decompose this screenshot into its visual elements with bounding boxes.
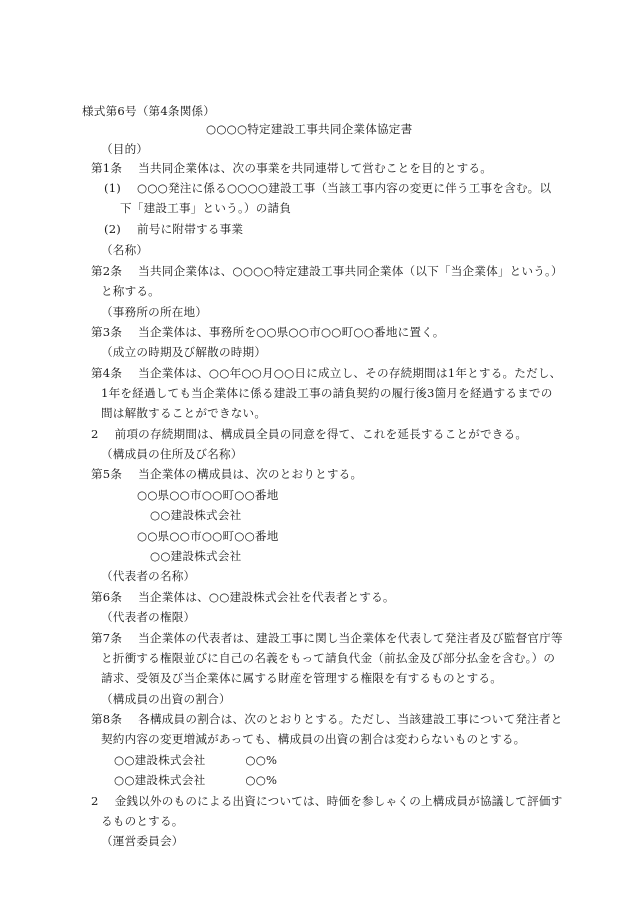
article-8-paragraph-2-cont: るものとする。 — [101, 814, 184, 828]
article-1-item-2 — [104, 221, 243, 237]
section-heading-period: （成立の時期及び解散の時期） — [101, 345, 267, 359]
member-2-name: ○○建設株式会社 — [150, 549, 242, 563]
item-number: (2) — [104, 222, 122, 236]
article-1 — [91, 160, 492, 176]
member-1-address: ○○県○○市○○町○○番地 — [137, 488, 279, 502]
article-8-cont: 契約内容の変更増減があっても、構成員の出資の割合は変わらないものとする。 — [101, 732, 526, 746]
article-number: 第1条 — [91, 161, 123, 175]
member-1-name: ○○建設株式会社 — [150, 508, 242, 522]
investment-row-1 — [114, 752, 277, 768]
article-number: 第2条 — [91, 264, 123, 278]
section-heading-name: （名称） — [101, 243, 149, 257]
article-text: 当企業体の代表者は、建設工事に関し当企業体を代表して発注者及び監督官庁等 — [138, 631, 563, 645]
article-text: 当企業体は、事務所を○○県○○市○○町○○番地に置く。 — [138, 325, 445, 339]
article-1-item-1-cont: 下「建設工事」という。）の請負 — [120, 201, 292, 215]
member-name: ○○建設株式会社 — [114, 753, 206, 767]
article-text: 当企業体は、○○建設株式会社を代表者とする。 — [138, 590, 395, 604]
paragraph-number: 2 — [91, 794, 99, 808]
member-name: ○○建設株式会社 — [114, 773, 206, 787]
article-7 — [91, 630, 563, 646]
paragraph-text: 前項の存続期間は、構成員全員の同意を得て、これを延長することができる。 — [114, 427, 528, 441]
article-4-cont-1: 1年を経過しても当企業体に係る建設工事の請負契約の履行後3箇月を経過するまでの — [101, 386, 553, 400]
article-2 — [91, 263, 563, 279]
section-heading-investment: （構成員の出資の割合） — [101, 692, 231, 706]
paragraph-text: 金銭以外のものによる出資については、時価を参しゃくの上構成員が協議して評価す — [114, 794, 563, 808]
article-7-cont-2: 請求、受領及び当企業体に属する財産を管理する権限を有するものとする。 — [101, 671, 502, 685]
article-text: 当企業体は、○○年○○月○○日に成立し、その存続期間は1年とする。ただし、 — [138, 366, 562, 380]
article-1-item-1 — [104, 180, 551, 196]
article-text: 各構成員の割合は、次のとおりとする。ただし、当該建設工事について発注者と — [138, 712, 563, 726]
article-3 — [91, 324, 445, 340]
article-4 — [91, 365, 561, 381]
article-5 — [91, 466, 362, 482]
article-4-cont-2: 間は解散することができない。 — [101, 406, 267, 420]
article-4-paragraph-2 — [91, 426, 527, 442]
section-heading-authority: （代表者の権限） — [101, 610, 196, 624]
article-8-paragraph-2 — [91, 793, 563, 809]
article-number: 第3条 — [91, 325, 123, 339]
investment-ratio: ○○% — [245, 773, 278, 787]
article-number: 第7条 — [91, 631, 123, 645]
article-2-cont: と称する。 — [101, 284, 160, 298]
article-text: 当共同企業体は、○○○○特定建設工事共同企業体（以下「当企業体」という。） — [138, 264, 563, 278]
article-number: 第8条 — [91, 712, 123, 726]
article-number: 第5条 — [91, 467, 123, 481]
article-text: 当企業体の構成員は、次のとおりとする。 — [138, 467, 363, 481]
item-text: ○○○発注に係る○○○○建設工事（当該工事内容の変更に伴う工事を含む。以 — [137, 181, 552, 195]
section-heading-representative: （代表者の名称） — [101, 569, 196, 583]
article-8 — [91, 711, 563, 727]
member-2-address: ○○県○○市○○町○○番地 — [137, 529, 279, 543]
form-label: 様式第6号（第4条関係） — [82, 104, 216, 118]
item-number: (1) — [104, 181, 122, 195]
paragraph-number: 2 — [91, 427, 99, 441]
article-6 — [91, 589, 395, 605]
investment-ratio: ○○% — [245, 753, 278, 767]
document-title: ○○○○特定建設工事共同企業体協定書 — [206, 122, 413, 136]
article-number: 第4条 — [91, 366, 123, 380]
section-heading-members: （構成員の住所及び名称） — [101, 447, 243, 461]
section-heading-committee: （運営委員会） — [101, 834, 184, 848]
investment-row-2 — [114, 772, 277, 788]
article-text: 当共同企業体は、次の事業を共同連帯して営むことを目的とする。 — [138, 161, 492, 175]
section-heading-purpose: （目的） — [101, 142, 149, 156]
item-text: 前号に附帯する事業 — [137, 222, 244, 236]
article-number: 第6条 — [91, 590, 123, 604]
article-7-cont-1: と折衝する権限並びに自己の名義をもって請負代金（前払金及び部分払金を含む。）の — [101, 651, 556, 665]
section-heading-office: （事務所の所在地） — [101, 305, 208, 319]
